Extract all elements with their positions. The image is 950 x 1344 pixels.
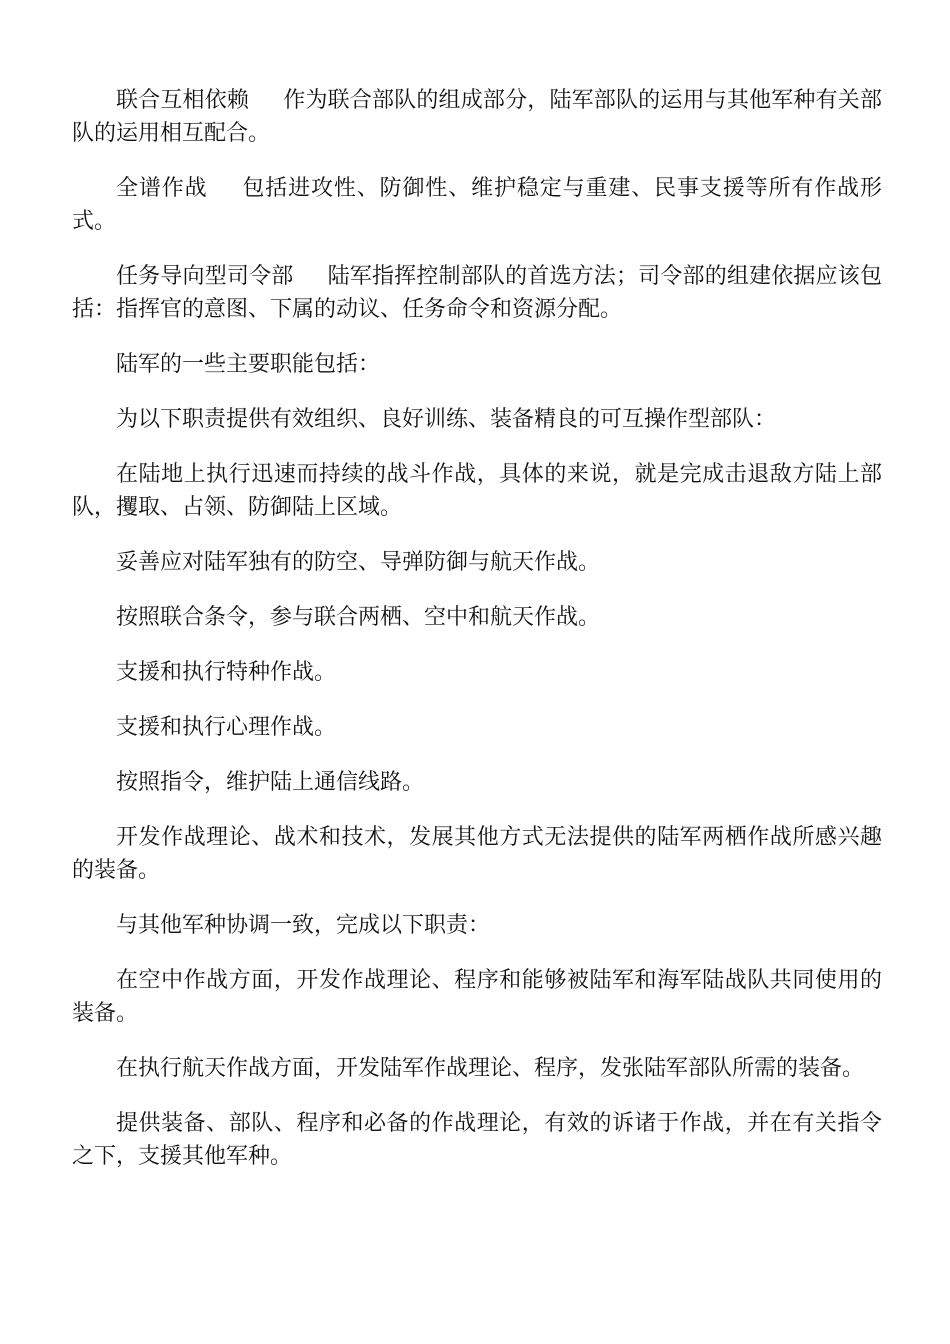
paragraph: 支援和执行特种作战。 bbox=[116, 660, 337, 685]
paragraph: 在陆地上执行迅速而持续的战斗作战，具体的来说，就是完成击退敌方陆上部队，攫取、占领、防御陆上区域。 bbox=[72, 462, 882, 520]
paragraph: 在空中作战方面，开发作战理论、程序和能够被陆军和海军陆战队共同使用的装备。 bbox=[72, 968, 882, 1026]
term-label: 全谱作战 bbox=[116, 176, 208, 201]
paragraph: 支援和执行心理作战。 bbox=[116, 715, 337, 740]
paragraph: 在执行航天作战方面，开发陆军作战理论、程序，发张陆军部队所需的装备。 bbox=[116, 1056, 865, 1081]
paragraph: 提供装备、部队、程序和必备的作战理论，有效的诉诸于作战，并在有关指令之下，支援其他军种。 bbox=[72, 1111, 882, 1169]
paragraph-full-spectrum bbox=[72, 172, 882, 238]
term-label: 任务导向型司令部 bbox=[116, 264, 294, 289]
paragraph: 按照联合条令，参与联合两栖、空中和航天作战。 bbox=[116, 605, 601, 630]
paragraph: 按照指令，维护陆上通信线路。 bbox=[116, 770, 425, 795]
paragraph-joint-interdependence bbox=[72, 84, 882, 150]
paragraph: 陆军的一些主要职能包括： bbox=[116, 352, 381, 377]
paragraph-text: 包括进攻性、防御性、维护稳定与重建、民事支援等所有作战形式。 bbox=[72, 176, 882, 234]
document-page bbox=[72, 84, 882, 1195]
paragraph-text: 陆军指挥控制部队的首选方法；司令部的组建依据应该包括：指挥官的意图、下属的动议、任务命令和资源分配。 bbox=[72, 264, 882, 322]
term-label: 联合互相依赖 bbox=[116, 88, 250, 113]
paragraph-text: 作为联合部队的组成部分，陆军部队的运用与其他军种有关部队的运用相互配合。 bbox=[72, 88, 882, 146]
paragraph: 开发作战理论、战术和技术，发展其他方式无法提供的陆军两栖作战所感兴趣的装备。 bbox=[72, 825, 882, 883]
paragraph: 与其他军种协调一致，完成以下职责： bbox=[116, 913, 491, 938]
paragraph: 为以下职责提供有效组织、良好训练、装备精良的可互操作型部队： bbox=[116, 407, 777, 432]
paragraph: 妥善应对陆军独有的防空、导弹防御与航天作战。 bbox=[116, 550, 601, 575]
paragraph-mission-command bbox=[72, 260, 882, 326]
